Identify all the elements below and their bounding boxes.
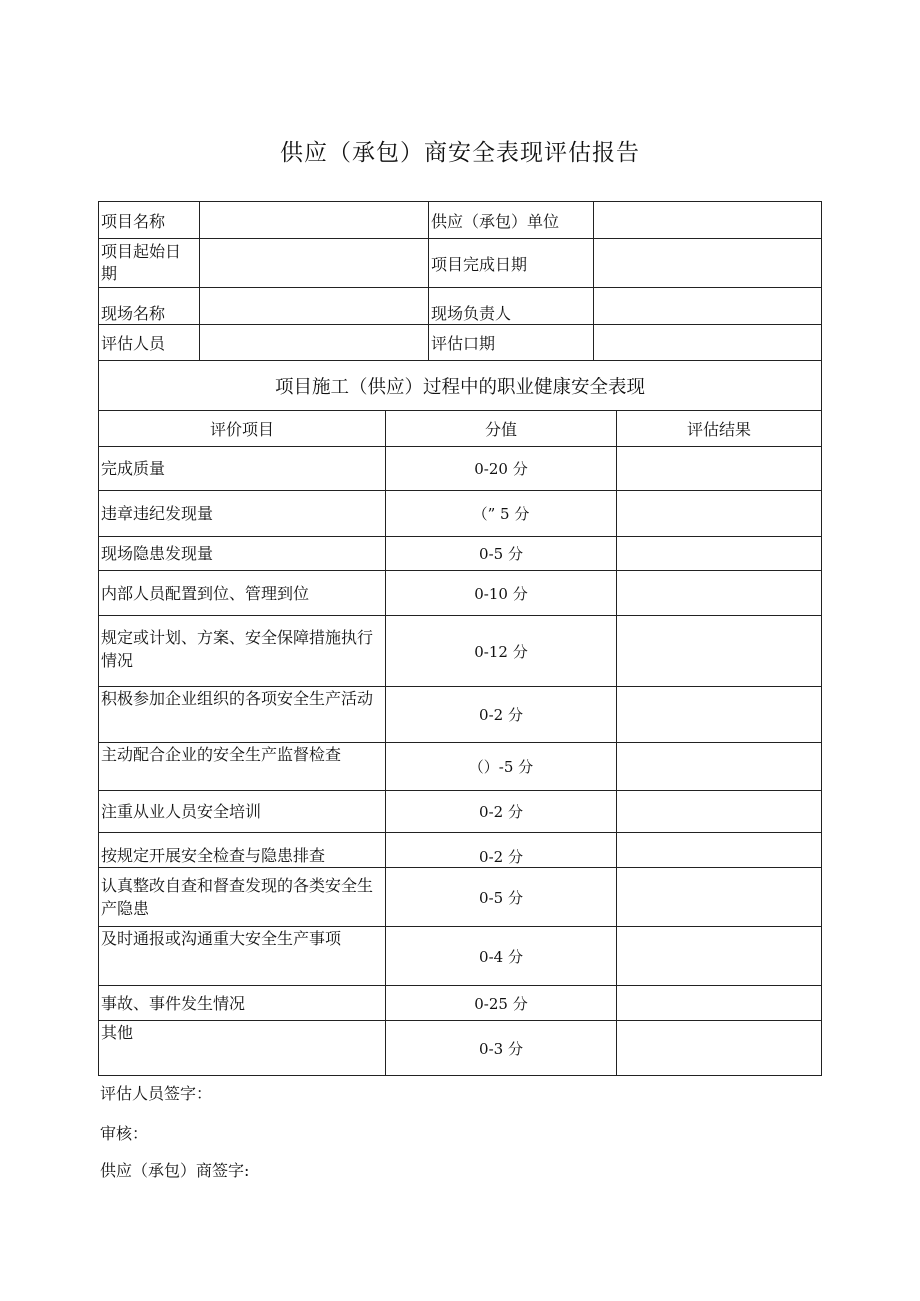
evaluator-signature-label: 评估人员签字： [100, 1084, 213, 1103]
row-result[interactable] [617, 537, 822, 571]
row-item: 规定或计划、方案、安全保障措施执行情况 [99, 616, 386, 687]
row-result[interactable] [617, 447, 822, 491]
row-item: 内部人员配置到位、管理到位 [99, 571, 386, 616]
row-item: 违章违纪发现量 [99, 491, 386, 537]
row-result[interactable] [617, 616, 822, 687]
row-score: 0-5 分 [386, 537, 617, 571]
supplier-signature-label: 供应（承包）商签字: [100, 1161, 250, 1180]
row-item: 现场隐患发现量 [99, 537, 386, 571]
row-item: 主动配合企业的安全生产监督检查 [99, 743, 386, 791]
start-date-value[interactable] [200, 239, 429, 288]
row-result[interactable] [617, 927, 822, 986]
row-result[interactable] [617, 791, 822, 833]
table-row [99, 743, 822, 791]
row-result[interactable] [617, 743, 822, 791]
end-date-label: 项目完成日期 [429, 239, 594, 288]
table-row [99, 986, 822, 1021]
row-score: 0-2 分 [386, 791, 617, 833]
supplier-unit-value[interactable] [594, 202, 822, 239]
row-score: 0-5 分 [386, 868, 617, 927]
table-row [99, 927, 822, 986]
row-result[interactable] [617, 986, 822, 1021]
row-result[interactable] [617, 687, 822, 743]
start-date-label-line2: 期 [101, 264, 118, 283]
row-score: 0-3 分 [386, 1021, 617, 1076]
site-manager-label: 现场负责人 [429, 288, 594, 325]
row-score: 0-12 分 [386, 616, 617, 687]
table-row [99, 491, 822, 537]
table-row [99, 1021, 822, 1076]
table-row [99, 833, 822, 868]
row-item: 完成质量 [99, 447, 386, 491]
supplier-unit-label: 供应（承包）单位 [429, 202, 594, 239]
evaluators-value[interactable] [200, 325, 429, 361]
row-score: 0-2 分 [386, 833, 617, 868]
row-item: 积极参加企业组织的各项安全生产活动 [99, 687, 386, 743]
section-title: 项目施工（供应）过程中的职业健康安全表现 [99, 361, 822, 411]
row-item: 及时通报或沟通重大安全生产事项 [99, 927, 386, 986]
row-item: 按规定开展安全检查与隐患排查 [99, 833, 386, 868]
table-row [99, 687, 822, 743]
row-result[interactable] [617, 571, 822, 616]
row-result[interactable] [617, 868, 822, 927]
column-header-score: 分值 [386, 411, 617, 447]
start-date-label-line1: 项目起始日 [101, 242, 182, 261]
row-result[interactable] [617, 833, 822, 868]
row-item: 其他 [99, 1021, 386, 1076]
site-name-value[interactable] [200, 288, 429, 325]
page-title: 供应（承包）商安全表现评估报告 [280, 140, 640, 166]
table-row [99, 791, 822, 833]
table-row [99, 447, 822, 491]
table-row [99, 616, 822, 687]
table-row [99, 868, 822, 927]
column-header-item: 评价项目 [99, 411, 386, 447]
row-score: 0-20 分 [386, 447, 617, 491]
row-score: （）-5 分 [386, 743, 617, 791]
column-header-result: 评估结果 [617, 411, 822, 447]
evaluators-label: 评估人员 [99, 325, 200, 361]
row-item: 认真整改自查和督查发现的各类安全生产隐患 [99, 868, 386, 927]
row-score: 0-4 分 [386, 927, 617, 986]
eval-date-label: 评估口期 [429, 325, 594, 361]
project-name-label: 项目名称 [99, 202, 200, 239]
row-score: 0-25 分 [386, 986, 617, 1021]
row-item: 注重从业人员安全培训 [99, 791, 386, 833]
end-date-value[interactable] [594, 239, 822, 288]
row-result[interactable] [617, 1021, 822, 1076]
row-score: （” 5 分 [386, 491, 617, 537]
site-name-label: 现场名称 [99, 288, 200, 325]
evaluation-table [98, 410, 822, 1076]
table-row [99, 537, 822, 571]
row-result[interactable] [617, 491, 822, 537]
row-score: 0-2 分 [386, 687, 617, 743]
project-info-table [98, 201, 822, 411]
row-score: 0-10 分 [386, 571, 617, 616]
table-row [99, 571, 822, 616]
eval-date-value[interactable] [594, 325, 822, 361]
project-name-value[interactable] [200, 202, 429, 239]
site-manager-value[interactable] [594, 288, 822, 325]
review-label: 审核： [100, 1124, 149, 1143]
start-date-label [99, 239, 200, 288]
row-item: 事故、事件发生情况 [99, 986, 386, 1021]
